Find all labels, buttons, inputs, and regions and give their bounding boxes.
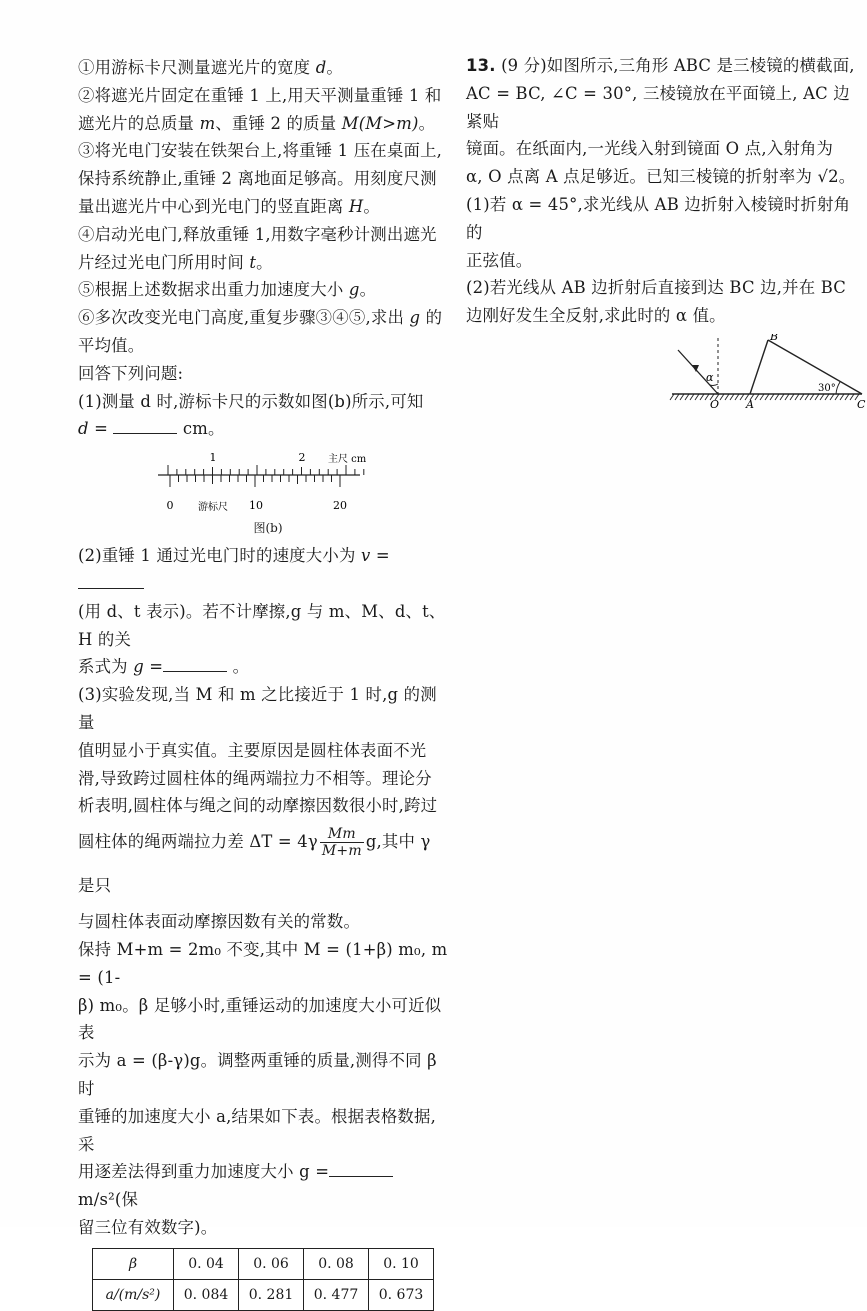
step-6: ⑥多次改变光电门高度,重复步骤③④⑤,求出 g 的 xyxy=(78,308,443,328)
vernier-tick-label-10: 10 xyxy=(249,499,263,513)
mirror-hatch-line xyxy=(850,394,854,400)
table-cell: 0. 08 xyxy=(304,1248,369,1279)
prism-figure xyxy=(666,334,866,418)
point-b-label: B xyxy=(770,333,779,343)
mirror-hatch-line xyxy=(780,394,784,400)
table-header-beta: β xyxy=(93,1248,174,1279)
step-4: ④启动光电门,释放重锤 1,用数字毫秒计测出遮光 xyxy=(78,224,437,244)
mirror-hatch-line xyxy=(775,394,779,400)
mirror-hatch-line xyxy=(720,394,724,400)
mirror-hatch-line xyxy=(805,394,809,400)
friction-formula: 圆柱体的绳两端拉力差 ΔT = 4γ $\frac{Mm}{M+m}$ g,其中 γ 是只 xyxy=(78,826,431,896)
table-cell: 0. 281 xyxy=(239,1279,304,1310)
question-13: 13. (9 分)如图所示,三角形 ABC 是三棱镜的横截面, xyxy=(466,56,855,75)
vernier-tick-label-0: 0 xyxy=(166,499,174,513)
vernier-caliper-figure xyxy=(158,453,450,536)
step-2: ②将遮光片固定在重锤 1 上,用天平测量重锤 1 和 xyxy=(78,85,442,105)
table-cell: 0. 06 xyxy=(239,1248,304,1279)
answer-blank-g-value[interactable] xyxy=(329,1160,393,1177)
mirror-hatch-line xyxy=(810,394,814,400)
question-13-part-1: (1)若 α = 45°,求光线从 AB 边折射入棱镜时折射角的 xyxy=(466,194,851,242)
angle-c-arc xyxy=(836,382,840,394)
answer-heading: 回答下列问题: xyxy=(78,363,184,383)
mirror-hatch-line xyxy=(755,394,759,400)
vernier-tick-label-20: 20 xyxy=(333,499,347,513)
mirror-hatch-line xyxy=(845,394,849,400)
mirror-hatch-line xyxy=(680,394,684,400)
point-o-label: O xyxy=(710,397,720,411)
vernier-scale-label: 游标尺 xyxy=(198,502,228,514)
prism-side-ab xyxy=(750,340,768,394)
table-cell: 0. 04 xyxy=(174,1248,239,1279)
table-cell: 0. 10 xyxy=(369,1248,434,1279)
mirror-hatch-line xyxy=(820,394,824,400)
mirror-hatch-line xyxy=(765,394,769,400)
figure-b-caption: 图(b) xyxy=(253,521,283,536)
right-column: 13. (9 分)如图所示,三角形 ABC 是三棱镜的横截面, AC = BC, ∠C = 30°, 三棱镜放在平面镜上, AC 边紧贴 镜面。在纸面内,一光线入射到镜面 O 点,入射角为 α, O 点离 A 点足够近。已知三棱镜的折射率为 √2。 (1)若 α = 45°,求光线从 AB 边折射入棱镜时折射角的 正弦值。 (2)若光线从 AB 边折射后直接到达 BC 边,并在 BC 边刚好发生全反射,求此时的 α 值。 α B A O C 30° xyxy=(466,52,862,422)
step-1: ①用游标卡尺测量遮光片的宽度 d。 xyxy=(78,58,343,77)
table-cell: 0. 477 xyxy=(304,1279,369,1310)
table-cell: 0. 084 xyxy=(174,1279,239,1310)
main-tick-label-1: 1 xyxy=(209,453,217,465)
question-1: (1)测量 d 时,游标卡尺的示数如图(b)所示,可知 xyxy=(78,391,424,411)
mirror-hatch-line xyxy=(800,394,804,400)
point-c-label: C xyxy=(857,397,866,411)
mirror-hatch-line xyxy=(825,394,829,400)
mirror-hatch-line xyxy=(670,394,674,400)
mirror-hatch-line xyxy=(790,394,794,400)
question-3: (3)实验发现,当 M 和 m 之比接近于 1 时,g 的测量 xyxy=(78,685,437,732)
main-scale-label: 主尺 cm xyxy=(328,454,367,466)
mirror-hatch-line xyxy=(730,394,734,400)
table-cell: 0. 673 xyxy=(369,1279,434,1310)
mirror-hatch-line xyxy=(725,394,729,400)
question-2: (2)重锤 1 通过光电门时的速度大小为 v = xyxy=(78,542,450,598)
table-header-a: a/(m/s²) xyxy=(93,1279,174,1310)
table-row xyxy=(93,1248,434,1279)
step-5: ⑤根据上述数据求出重力加速度大小 g。 xyxy=(78,280,377,300)
mirror-hatch-line xyxy=(795,394,799,400)
main-scale-ticks xyxy=(168,465,364,475)
question-13-part-2: (2)若光线从 AB 边折射后直接到达 BC 边,并在 BC xyxy=(466,278,846,298)
mirror-hatch-line xyxy=(705,394,709,400)
mirror-hatch-line xyxy=(770,394,774,400)
mirror-hatch-line xyxy=(830,394,834,400)
answer-blank-g[interactable] xyxy=(163,655,227,672)
mirror-hatch-line xyxy=(735,394,739,400)
mirror-hatch-line xyxy=(785,394,789,400)
alpha-label: α xyxy=(706,370,714,384)
ray-arrow xyxy=(692,365,699,372)
mirror-hatch-line xyxy=(690,394,694,400)
mirror-hatch-line xyxy=(815,394,819,400)
point-a-label: A xyxy=(746,397,754,411)
main-tick-label-2: 2 xyxy=(298,453,306,465)
mirror-hatching xyxy=(670,394,859,400)
vernier-scale-ticks xyxy=(170,475,340,487)
answer-blank-d[interactable] xyxy=(113,417,177,434)
mirror-hatch-line xyxy=(835,394,839,400)
formula-fraction: $\frac{Mm}{M+m}$ xyxy=(321,826,362,860)
acceleration-table xyxy=(92,1248,434,1311)
left-column: ①用游标卡尺测量遮光片的宽度 d。 ②将遮光片固定在重锤 1 上,用天平测量重锤 1 和 遮光片的总质量 m、重锤 2 的质量 M(M>m)。 ③将光电门安装在铁架台上,将重锤 1 压在桌面上, 保持系统静止,重锤 2 离地面足够高。用刻度尺测 量出遮光片中心到光电门的竖直距离 H。 ④启动光电门,释放重锤 1,用数字毫秒计测出遮光 片经过光电门所用时间 t。 ⑤根据上述数据求出重力加速度大小 g。 ⑥多次改变光电门高度,重复步骤③④⑤,求出 g 的 平均值。 回答下列问题: (1)测量 d 时,游标卡尺的示数如图(b)所示,可知 d = cm。 1 2 主尺 cm 0 游标尺 10 20 图(b) (2)重锤 1 通过光电门时的速度大小为 v = (用 d、t 表示)。若不计摩擦,g 与 m、M、d、t、H 的关 系式为 g = 。 (3)实验发现,当 M 和 m 之比接近于 1 时,g 的测量 值明显小于真实值。主要原因是圆柱体表面不光 滑,导致跨过圆柱体的绳两端拉力不相等。理论分 析表明,圆柱体与绳之间的动摩擦因数很小时,跨过 圆柱体的绳两端拉力差 ΔT = 4γ $\frac{Mm}{M+m}$ g,其中 γ 是只 与圆柱体表面动摩擦因数有关的常数。 保持 M+m = 2m₀ 不变,其中 M = (1+β) m₀, m = (1- β) m₀。β 足够小时,重锤运动的加速度大小可近似表 示为 a = (β-γ)g。调整两重锤的质量,测得不同 β 时 重锤的加速度大小 a,结果如下表。根据表格数据,采 用逐差法得到重力加速度大小 g = m/s²(保 留三位有效数字)。 β 0. 04 0. 06 0. 08 0. 10 a/(m/s²) 0. 084 0. 281 0. 477 0. 673 xyxy=(78,54,450,1311)
alpha-arc xyxy=(710,384,718,385)
step-3: ③将光电门安装在铁架台上,将重锤 1 压在桌面上, xyxy=(78,141,443,161)
table-row xyxy=(93,1279,434,1310)
mirror-hatch-line xyxy=(685,394,689,400)
vernier-scale-svg xyxy=(158,453,378,515)
answer-blank-v[interactable] xyxy=(78,572,144,589)
mirror-hatch-line xyxy=(695,394,699,400)
mirror-hatch-line xyxy=(760,394,764,400)
prism-side-bc xyxy=(768,340,862,394)
mirror-hatch-line xyxy=(700,394,704,400)
mirror-hatch-line xyxy=(675,394,679,400)
mirror-hatch-line xyxy=(740,394,744,400)
angle-30-label: 30° xyxy=(818,382,836,394)
mirror-hatch-line xyxy=(840,394,844,400)
